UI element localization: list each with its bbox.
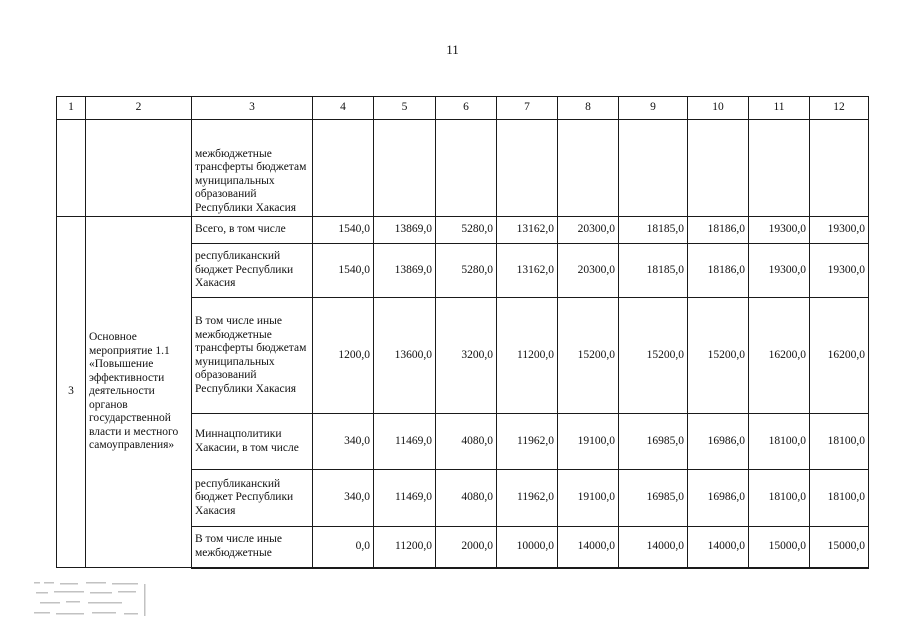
value-cell: 19300,0	[810, 244, 869, 298]
column-header: 6	[436, 97, 497, 120]
column-header: 3	[192, 97, 313, 120]
value-cell: 14000,0	[558, 527, 619, 568]
value-cell: 11962,0	[497, 470, 558, 527]
value-cell: 18100,0	[749, 470, 810, 527]
value-cell: 16200,0	[749, 298, 810, 414]
value-cell: 19100,0	[558, 414, 619, 470]
value-cell: 16985,0	[619, 470, 688, 527]
value-cell: 10000,0	[497, 527, 558, 568]
value-cell: 13869,0	[374, 217, 436, 244]
value-cell: 1540,0	[313, 217, 374, 244]
value-cell: 4080,0	[436, 470, 497, 527]
value-cell: 0,0	[313, 527, 374, 568]
value-cell: 5280,0	[436, 244, 497, 298]
value-cell: 19300,0	[749, 217, 810, 244]
column-header: 1	[57, 97, 86, 120]
funding-source-cell: В том числе иные межбюджетные	[192, 527, 313, 568]
funding-source-cell: Миннацполитики Хакасии, в том числе	[192, 414, 313, 470]
funding-source-cell: В том числе иные межбюджетные трансферты бюджетам муниципальных образований Республики Хакасия	[192, 298, 313, 414]
value-cell: 19300,0	[810, 217, 869, 244]
value-cell: 340,0	[313, 470, 374, 527]
header-row	[57, 97, 869, 120]
value-cell: 19300,0	[749, 244, 810, 298]
value-cell: 11469,0	[374, 470, 436, 527]
value-cell: 11962,0	[497, 414, 558, 470]
budget-table	[56, 96, 869, 569]
value-cell: 18185,0	[619, 217, 688, 244]
measure-index: 3	[57, 217, 86, 568]
empty-cell	[749, 120, 810, 217]
value-cell: 14000,0	[619, 527, 688, 568]
value-cell: 15000,0	[749, 527, 810, 568]
value-cell: 5280,0	[436, 217, 497, 244]
value-cell: 15000,0	[810, 527, 869, 568]
value-cell: 13162,0	[497, 244, 558, 298]
value-cell: 340,0	[313, 414, 374, 470]
value-cell: 18100,0	[749, 414, 810, 470]
empty-cell	[57, 120, 86, 217]
empty-cell	[619, 120, 688, 217]
value-cell: 14000,0	[688, 527, 749, 568]
value-cell: 1540,0	[313, 244, 374, 298]
measure-name: Основное мероприятие 1.1 «Повышение эффективности деятельности органов государственной власти и местного самоуправления»	[86, 217, 192, 568]
column-header: 2	[86, 97, 192, 120]
value-cell: 19100,0	[558, 470, 619, 527]
value-cell: 4080,0	[436, 414, 497, 470]
value-cell: 13600,0	[374, 298, 436, 414]
value-cell: 15200,0	[558, 298, 619, 414]
funding-source-cell: республиканский бюджет Республики Хакасия	[192, 244, 313, 298]
value-cell: 15200,0	[619, 298, 688, 414]
value-cell: 11469,0	[374, 414, 436, 470]
value-cell: 16986,0	[688, 414, 749, 470]
column-header: 5	[374, 97, 436, 120]
value-cell: 2000,0	[436, 527, 497, 568]
column-header: 8	[558, 97, 619, 120]
funding-source-cell: республиканский бюджет Республики Хакасия	[192, 470, 313, 527]
funding-source-cell: межбюджетные трансферты бюджетам муниципальных образований Республики Хакасия	[192, 120, 313, 217]
value-cell: 13869,0	[374, 244, 436, 298]
value-cell: 18100,0	[810, 414, 869, 470]
funding-source-cell: Всего, в том числе	[192, 217, 313, 244]
value-cell: 15200,0	[688, 298, 749, 414]
value-cell: 3200,0	[436, 298, 497, 414]
empty-cell	[436, 120, 497, 217]
value-cell: 20300,0	[558, 217, 619, 244]
value-cell: 16985,0	[619, 414, 688, 470]
value-cell: 16986,0	[688, 470, 749, 527]
empty-cell	[558, 120, 619, 217]
column-header: 12	[810, 97, 869, 120]
value-cell: 16200,0	[810, 298, 869, 414]
page-number: 11	[446, 42, 459, 57]
table-row	[57, 217, 869, 244]
empty-cell	[313, 120, 374, 217]
value-cell: 20300,0	[558, 244, 619, 298]
value-cell: 18186,0	[688, 217, 749, 244]
column-header: 4	[313, 97, 374, 120]
empty-cell	[497, 120, 558, 217]
column-header: 7	[497, 97, 558, 120]
column-header: 11	[749, 97, 810, 120]
empty-cell	[374, 120, 436, 217]
value-cell: 1200,0	[313, 298, 374, 414]
empty-cell	[86, 120, 192, 217]
column-header: 9	[619, 97, 688, 120]
value-cell: 11200,0	[497, 298, 558, 414]
column-header: 10	[688, 97, 749, 120]
continuation-row	[57, 120, 869, 217]
value-cell: 18185,0	[619, 244, 688, 298]
empty-cell	[688, 120, 749, 217]
value-cell: 18100,0	[810, 470, 869, 527]
value-cell: 13162,0	[497, 217, 558, 244]
empty-cell	[810, 120, 869, 217]
value-cell: 11200,0	[374, 527, 436, 568]
faded-stamp-mark	[30, 578, 150, 622]
value-cell: 18186,0	[688, 244, 749, 298]
